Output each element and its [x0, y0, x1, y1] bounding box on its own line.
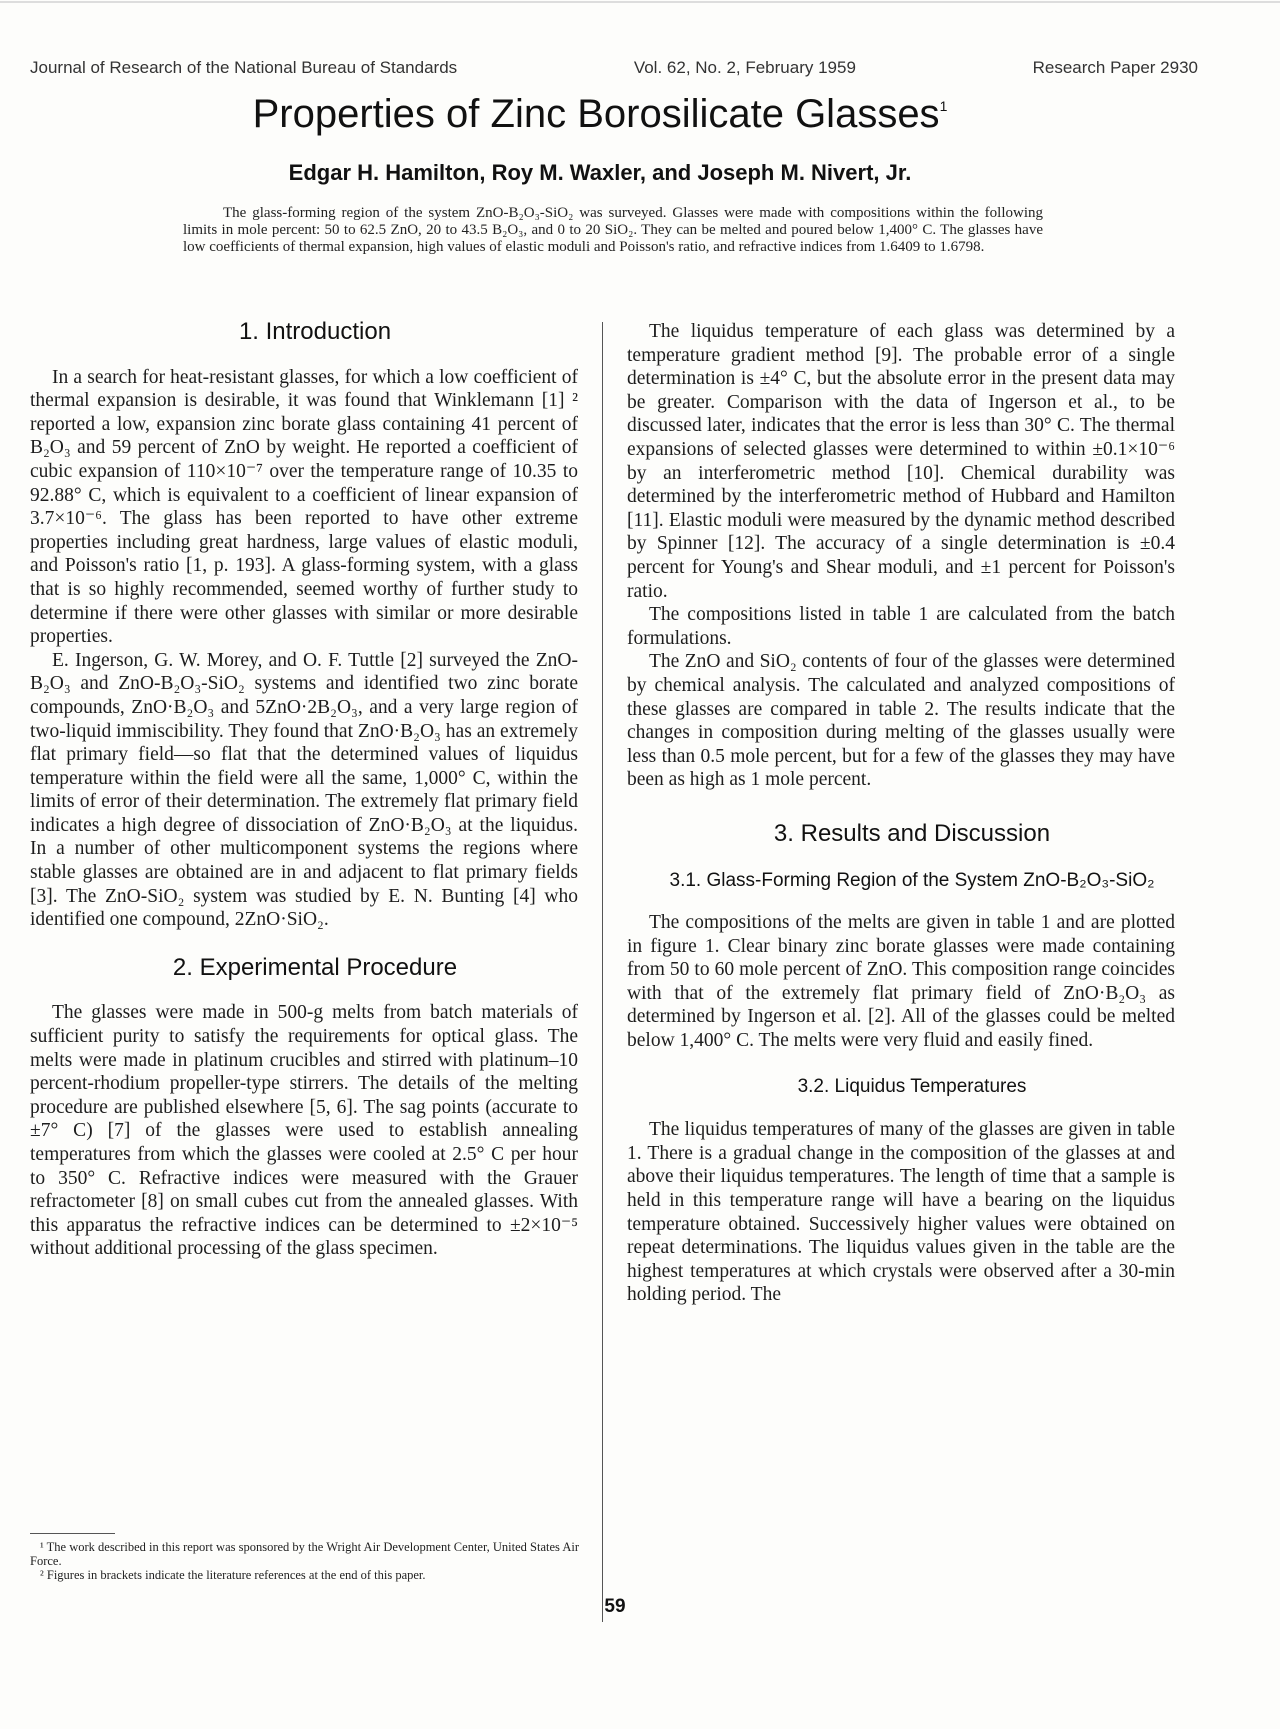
paragraph: The compositions listed in table 1 are calculated from the batch formulations. — [627, 604, 1175, 649]
section-heading-experimental: 2. Experimental Procedure — [172, 953, 458, 981]
footnotes — [30, 1540, 598, 1582]
section-heading-introduction: 1. Introduction — [238, 318, 392, 345]
title-text: Properties of Zinc Borosilicate Glasses — [252, 92, 940, 136]
running-header — [30, 58, 1198, 78]
paragraph: The ZnO and SiO₂ contents of four of the glasses were determined by chemical analysis. The calculated and analyzed compositions of these glasses are compared in table 2. The results indicate that the changes in composition during melting of the glasses usually were less than 0.5 mole percent, but for a few of the glasses they may have been as high as 1 mole percent. — [627, 651, 1175, 791]
paper-number: Research Paper 2930 — [1032, 58, 1198, 77]
paragraph: The compositions of the melts are given in table 1 and are plotted in figure 1. Clear binary zinc borate glasses were made containing from 50 to 60 mole percent of ZnO. This composition range coincides with that of the extremely flat primary field of ZnO·B₂O₃ as determined by Ingerson et al. [2]. All of the glasses could be melted below 1,400° C. The melts were very fluid and easily fined. — [627, 912, 1175, 1052]
left-column — [30, 320, 578, 1261]
column-divider — [602, 322, 603, 1622]
paragraph: In a search for heat-resistant glasses, for which a low coefficient of thermal expansion is desirable, it was found that Winklemann [1] ² reported a low, expansion zinc borate glass containing 41 percent of B₂O₃ and 59 percent of ZnO by weight. He reported a coefficient of cubic expansion of 110×10⁻⁷ over the temperature range of 10.35 to 92.88° C, which is equivalent to a coefficient of linear expansion of 3.7×10⁻⁶. The glass has been reported to have other extreme properties including great hardness, large values of elastic moduli, and Poisson's ratio [1, p. 193]. A glass-forming system, with a glass that is so highly recommended, seemed worthy of further study to determine if there were other glasses with similar or more desirable properties. — [30, 366, 578, 648]
right-column — [627, 320, 1175, 1307]
abstract: The glass-forming region of the system ZnO-B₂O₃-SiO₂ was surveyed. Glasses were made with compositions within the following limits in mole percent: 50 to 62.5 ZnO, 20 to 43.5 B₂O₃, and 0 to 20 SiO₂. They can be melted and poured below 1,400° C. The glasses have low coefficients of thermal expansion, high values of elastic moduli and Poisson's ratio, and refractive indices from 1.6409 to 1.6798. — [183, 205, 1043, 255]
subsection-heading-glass-forming: 3.1. Glass-Forming Region of the System ZnO-B₂O₃-SiO₂ — [669, 870, 1155, 892]
paragraph: The liquidus temperatures of many of the glasses are given in table 1. There is a gradual change in the composition of the glasses at and above their liquidus temperatures. The length of time that a sample is held in this temperature range will have a bearing on the liquidus temperature obtained. Successively higher values were obtained on repeat determinations. The liquidus values given in the table are the highest temperatures at which crystals were observed after a 30-min holding period. The — [627, 1119, 1175, 1306]
volume-info: Vol. 62, No. 2, February 1959 — [633, 58, 856, 77]
footnote-1: ¹ The work described in this report was sponsored by the Wright Air Development Center, United States Air Force. — [30, 1540, 579, 1568]
paragraph: The glasses were made in 500-g melts from batch materials of sufficient purity to satisfy the requirements for optical glass. The melts were made in platinum crucibles and stirred with platinum–10 percent-rhodium propeller-type stirrers. The details of the melting procedure are published elsewhere [5, 6]. The sag points (accurate to ±7° C) [7] of the glasses were used to establish annealing temperatures from which the glasses were cooled at 2.5° C per hour to 350° C. Refractive indices were measured with the Grauer refractometer [8] on small cubes cut from the annealed glasses. With this apparatus the refractive indices can be determined to ±2×10⁻⁵ without additional processing of the glass specimen. — [30, 1002, 578, 1260]
journal-name: Journal of Research of the National Bureau of Standards — [30, 58, 458, 77]
paragraph: E. Ingerson, G. W. Morey, and O. F. Tuttle [2] surveyed the ZnO-B₂O₃ and ZnO-B₂O₃-SiO₂ systems and identified two zinc borate compounds, ZnO·B₂O₃ and 5ZnO·2B₂O₃, and a very large region of two-liquid immiscibility. They found that ZnO·B₂O₃ has an extremely flat primary field—so flat that the determined values of liquidus temperature within the field were all the same, 1,000° C, within the limits of error of their determination. The extremely flat primary field indicates a high degree of dissociation of ZnO·B₂O₃ at the liquidus. In a number of other multicomponent systems the regions where stable glasses are obtained are in and adjacent to flat primary fields [3]. The ZnO-SiO₂ system was studied by E. N. Bunting [4] who identified one compound, 2ZnO·SiO₂. — [30, 649, 578, 931]
author-list: Edgar H. Hamilton, Roy M. Waxler, and Joseph M. Nivert, Jr. — [288, 160, 912, 185]
title-footnote-mark: 1 — [939, 98, 948, 114]
footnote-rule — [30, 1533, 115, 1534]
paper-title — [0, 92, 1200, 137]
page-number: 59 — [604, 1596, 626, 1617]
subsection-heading-liquidus: 3.2. Liquidus Temperatures — [797, 1075, 1027, 1097]
scan-edge — [0, 1, 1280, 3]
paragraph: The liquidus temperature of each glass was determined by a temperature gradient method [9]. The probable error of a single determination is ±4° C, but the absolute error in the present data may be greater. Comparison with the data of Ingerson et al., to be discussed later, indicates that the error is less than 30° C. The thermal expansions of selected glasses were determined to within ±0.1×10⁻⁶ by an interferometric method [10]. Chemical durability was determined by the interferometric method of Hubbard and Hamilton [11]. Elastic moduli were measured by the dynamic method described by Spinner [12]. The accuracy of a single determination is ±0.4 percent for Young's and Shear moduli, and ±1 percent for Poisson's ratio. — [627, 321, 1175, 602]
section-heading-results: 3. Results and Discussion — [773, 819, 1051, 847]
footnote-2: ² Figures in brackets indicate the literature references at the end of this paper. — [40, 1568, 426, 1582]
